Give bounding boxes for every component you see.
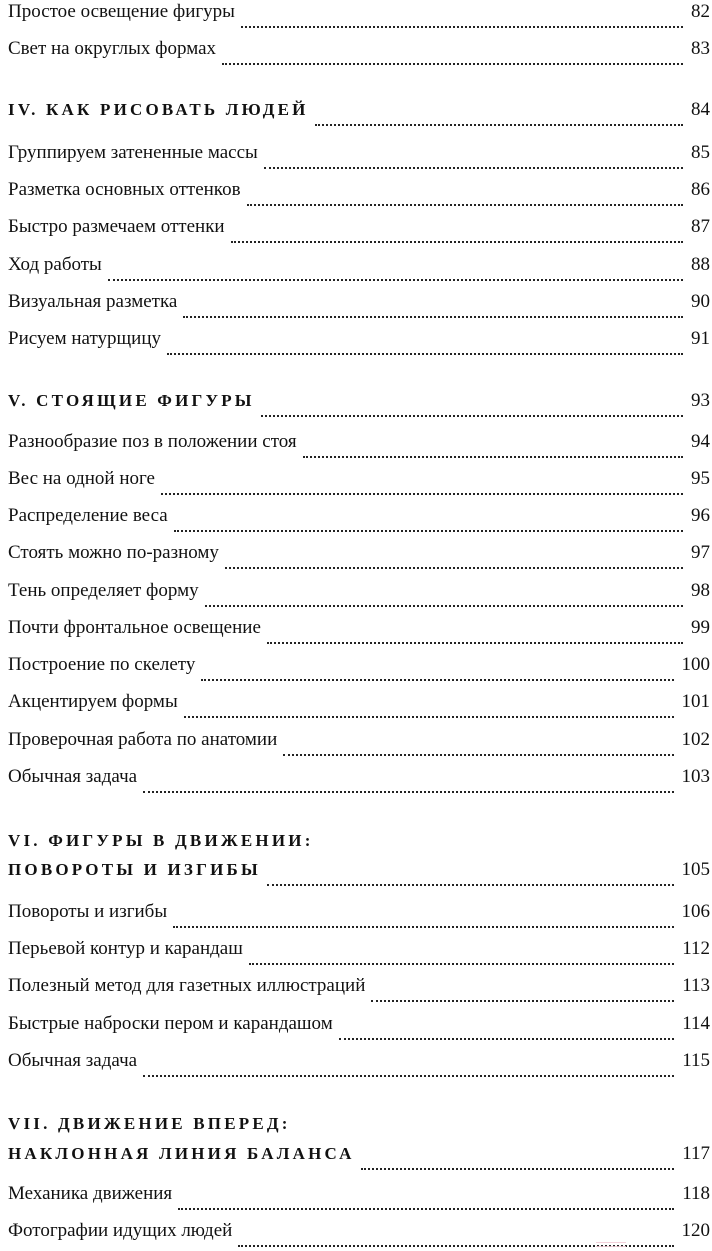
dot-leader (264, 167, 683, 169)
page-edge-mark (596, 1242, 626, 1247)
toc-entry-title: Рисуем натурщицу (8, 328, 162, 349)
toc-entry[interactable] (8, 467, 710, 499)
toc-entry[interactable] (8, 504, 710, 536)
dot-leader (178, 1208, 674, 1210)
toc-entry-page: 99 (691, 617, 710, 638)
toc-entry-title: Быстро размечаем оттенки (8, 216, 225, 237)
chapter-title-line: VI. ФИГУРЫ В ДВИЖЕНИИ: (8, 831, 314, 850)
toc-entry-title: Перьевой контур и карандаш (8, 938, 243, 959)
toc-entry-title: Построение по скелету (8, 654, 196, 675)
toc-entry[interactable] (8, 900, 710, 932)
toc-entry[interactable] (8, 290, 710, 322)
toc-entry-title: Почти фронтальное освещение (8, 617, 261, 638)
toc-entry-page: 82 (691, 1, 710, 22)
toc-entry[interactable] (8, 974, 710, 1006)
chapter-title: V. СТОЯЩИЕ ФИГУРЫ (8, 391, 255, 410)
toc-entry-title: Стоять можно по-разному (8, 542, 219, 563)
toc-entry-page: 115 (682, 1050, 710, 1071)
toc-entry-title: Группируем затененные массы (8, 142, 258, 163)
toc-entry-page: 101 (681, 691, 710, 712)
dot-leader (261, 415, 683, 417)
toc-entry-page: 103 (681, 766, 710, 787)
toc-entry-page: 118 (682, 1183, 710, 1204)
dot-leader (361, 1168, 675, 1170)
toc-entry[interactable] (8, 765, 710, 797)
toc-entry[interactable] (8, 937, 710, 969)
toc-entry-title: Проверочная работа по анатомии (8, 729, 278, 750)
toc-entry-title: Полезный метод для газетных иллюстраций (8, 975, 366, 996)
toc-entry[interactable] (8, 253, 710, 285)
toc-entry-page: 86 (691, 179, 710, 200)
toc-entry[interactable] (8, 579, 710, 611)
dot-leader (249, 963, 674, 965)
dot-leader (205, 605, 683, 607)
dot-leader (161, 493, 683, 495)
toc-entry[interactable] (8, 37, 710, 69)
dot-leader (267, 642, 683, 644)
dot-leader (225, 567, 683, 569)
toc-entry-page: 120 (681, 1220, 710, 1241)
toc-entry[interactable] (8, 541, 710, 573)
dot-leader (315, 124, 683, 126)
toc-entry-page: 114 (682, 1013, 710, 1034)
dot-leader (173, 926, 673, 928)
toc-entry-title: Обычная задача (8, 766, 138, 787)
toc-entry[interactable] (8, 690, 710, 722)
dot-leader (371, 1000, 674, 1002)
chapter-title-line: VII. ДВИЖЕНИЕ ВПЕРЕД: (8, 1114, 291, 1133)
toc-chapter-entry[interactable] (8, 98, 710, 130)
toc-chapter-entry[interactable] (8, 389, 710, 421)
toc-entry-page: 117 (682, 1143, 710, 1164)
toc-entry-page: 93 (691, 390, 710, 411)
dot-leader (267, 884, 674, 886)
dot-leader (108, 279, 683, 281)
toc-entry[interactable] (8, 327, 710, 359)
toc-entry[interactable] (8, 141, 710, 173)
toc-entry[interactable] (8, 1012, 710, 1044)
dot-leader (143, 1075, 674, 1077)
dot-leader (167, 353, 683, 355)
dot-leader (283, 754, 673, 756)
toc-entry-title: Ход работы (8, 254, 102, 275)
toc-entry-title: Вес на одной ноге (8, 468, 155, 489)
toc-entry-page: 98 (691, 580, 710, 601)
dot-leader (183, 316, 683, 318)
toc-entry[interactable] (8, 0, 710, 32)
toc-entry-page: 91 (691, 328, 710, 349)
toc-entry-title: Тень определяет форму (8, 580, 199, 601)
dot-leader (241, 26, 683, 28)
toc-entry-page: 83 (691, 38, 710, 59)
toc-entry[interactable] (8, 728, 710, 760)
toc-entry[interactable] (8, 1049, 710, 1081)
toc-entry-title: Обычная задача (8, 1050, 138, 1071)
toc-entry-page: 105 (681, 859, 710, 880)
dot-leader (303, 456, 683, 458)
toc-entry[interactable] (8, 430, 710, 462)
toc-entry-title: Быстрые наброски пером и карандашом (8, 1013, 333, 1034)
toc-entry-page: 85 (691, 142, 710, 163)
toc-entry-page: 100 (681, 654, 710, 675)
toc-entry-page: 95 (691, 468, 710, 489)
toc-entry-page: 84 (691, 99, 710, 120)
toc-entry-title: Повороты и изгибы (8, 901, 168, 922)
chapter-title: IV. КАК РИСОВАТЬ ЛЮДЕЙ (8, 100, 309, 119)
toc-entry-page: 94 (691, 431, 710, 452)
toc-entry[interactable] (8, 178, 710, 210)
dot-leader (201, 679, 673, 681)
toc-entry-title: Разнообразие поз в положении стоя (8, 431, 297, 452)
toc-entry-title: Фотографии идущих людей (8, 1220, 233, 1241)
toc-entry-title: Разметка основных оттенков (8, 179, 241, 200)
dot-leader (184, 716, 674, 718)
toc-entry-page: 102 (681, 729, 710, 750)
toc-entry-title: Распределение веса (8, 505, 168, 526)
toc-entry-page: 106 (681, 901, 710, 922)
chapter-title: НАКЛОННАЯ ЛИНИЯ БАЛАНСА (8, 1144, 355, 1163)
toc-chapter-entry[interactable] (8, 1142, 710, 1174)
dot-leader (247, 204, 683, 206)
toc-entry-title: Свет на округлых формах (8, 38, 217, 59)
toc-entry-page: 96 (691, 505, 710, 526)
toc-entry[interactable] (8, 653, 710, 685)
toc-entry-page: 113 (682, 975, 710, 996)
dot-leader (231, 241, 683, 243)
dot-leader (174, 530, 683, 532)
toc-chapter-entry[interactable] (8, 858, 710, 890)
chapter-title: ПОВОРОТЫ И ИЗГИБЫ (8, 860, 261, 879)
toc-entry-page: 87 (691, 216, 710, 237)
toc-entry-title: Простое освещение фигуры (8, 1, 235, 22)
dot-leader (339, 1038, 674, 1040)
toc-entry-title: Механика движения (8, 1183, 173, 1204)
toc-entry-page: 97 (691, 542, 710, 563)
toc-entry-page: 112 (682, 938, 710, 959)
toc-entry-page: 90 (691, 291, 710, 312)
toc-entry-title: Акцентируем формы (8, 691, 178, 712)
toc-entry-page: 88 (691, 254, 710, 275)
dot-leader (143, 791, 673, 793)
toc-entry[interactable] (8, 616, 710, 648)
toc-entry[interactable] (8, 215, 710, 247)
dot-leader (222, 63, 683, 65)
toc-entry[interactable] (8, 1182, 710, 1214)
toc-entry-title: Визуальная разметка (8, 291, 178, 312)
